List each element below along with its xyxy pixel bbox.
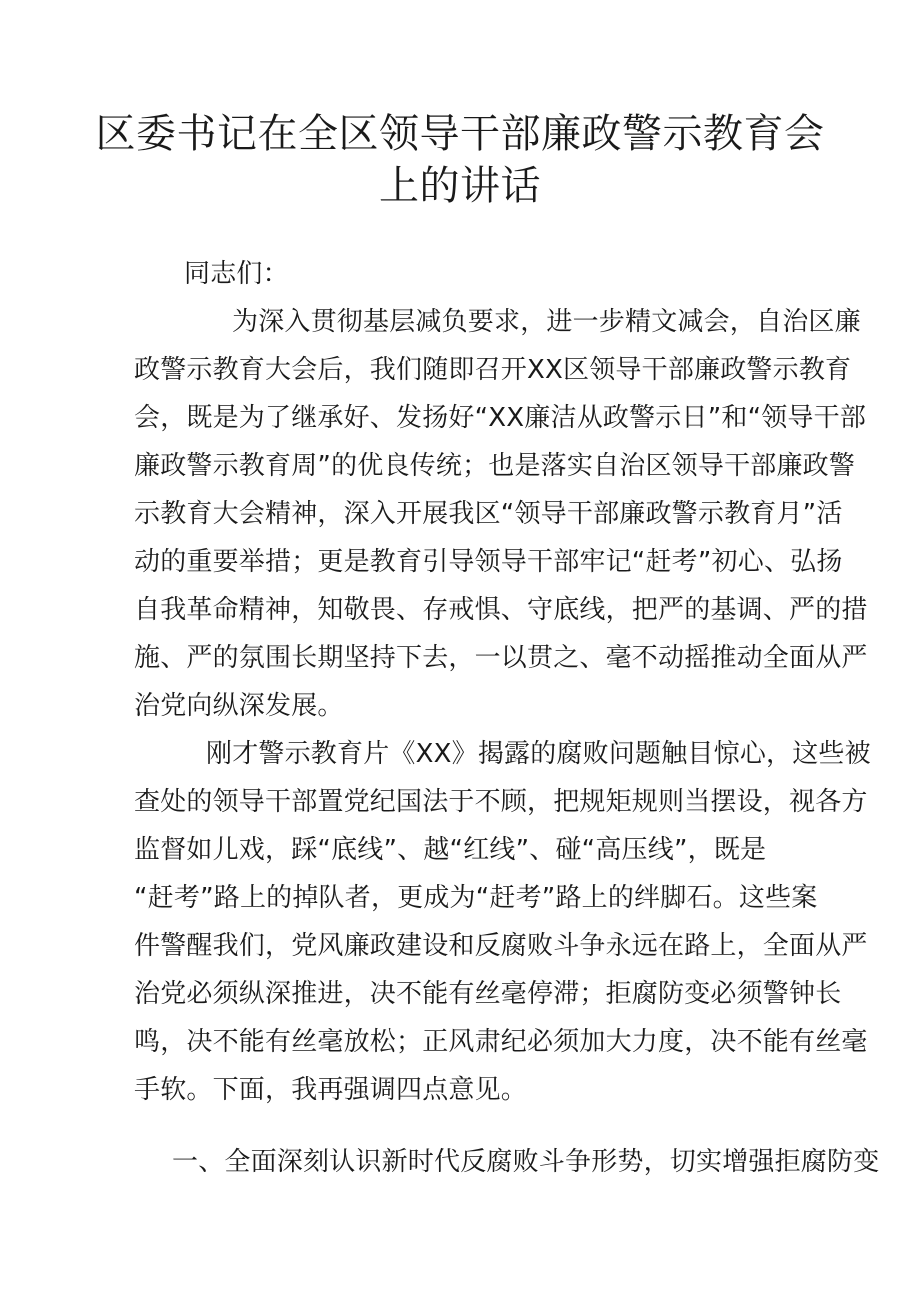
- paragraph-line: 会，既是为了继承好、发扬好“XX廉洁从政警示日”和“领导干部: [134, 403, 867, 433]
- paragraph-line: 件警醒我们，党风廉政建设和反腐败斗争永远在路上，全面从严: [134, 931, 868, 961]
- paragraph-line: 动的重要举措；更是教育引导领导干部牢记“赶考”初心、弘扬: [134, 547, 843, 577]
- paragraph-line: 治党必须纵深推进，决不能有丝毫停滞；拒腐防变必须警钟长: [134, 979, 842, 1009]
- paragraph-line: 监督如儿戏，踩“底线”、越“红线”、碰“高压线”，既是: [134, 835, 767, 865]
- paragraph-line: 自我革命精神，知敬畏、存戒惧、守底线，把严的基调、严的措: [134, 595, 868, 625]
- paragraph-line: 手软。下面，我再强调四点意见。: [134, 1075, 528, 1105]
- paragraph-line: 廉政警示教育周”的优良传统；也是落实自治区领导干部廉政警: [134, 451, 856, 481]
- salutation: 同志们：: [184, 259, 289, 289]
- paragraph-line: “赶考”路上的掉队者，更成为“赶考”路上的绊脚石。这些案: [134, 883, 818, 913]
- paragraph-line: 治党向纵深发展。: [134, 691, 344, 721]
- paragraph-line: 查处的领导干部置党纪国法于不顾，把规矩规则当摆设，视各方: [134, 787, 868, 817]
- section-heading: 一、全面深刻认识新时代反腐败斗争形势，切实增强拒腐防变: [172, 1147, 880, 1177]
- document-title-line-1: 区委书记在全区领导干部廉政警示教育会: [95, 111, 825, 157]
- paragraph-line: 刚才警示教育片《XX》揭露的腐败问题触目惊心，这些被: [206, 739, 871, 769]
- paragraph-line: 施、严的氛围长期坚持下去，一以贯之、毫不动摇推动全面从严: [134, 643, 868, 673]
- document-title-line-2: 上的讲话: [379, 163, 541, 209]
- paragraph-line: 政警示教育大会后，我们随即召开XX区领导干部廉政警示教育: [134, 355, 852, 385]
- paragraph-line: 示教育大会精神，深入开展我区“领导干部廉政警示教育月”活: [134, 499, 843, 529]
- paragraph-line: 鸣，决不能有丝毫放松；正风肃纪必须加大力度，决不能有丝毫: [134, 1027, 868, 1057]
- paragraph-line: 为深入贯彻基层减负要求，进一步精文减会，自治区廉: [232, 307, 861, 337]
